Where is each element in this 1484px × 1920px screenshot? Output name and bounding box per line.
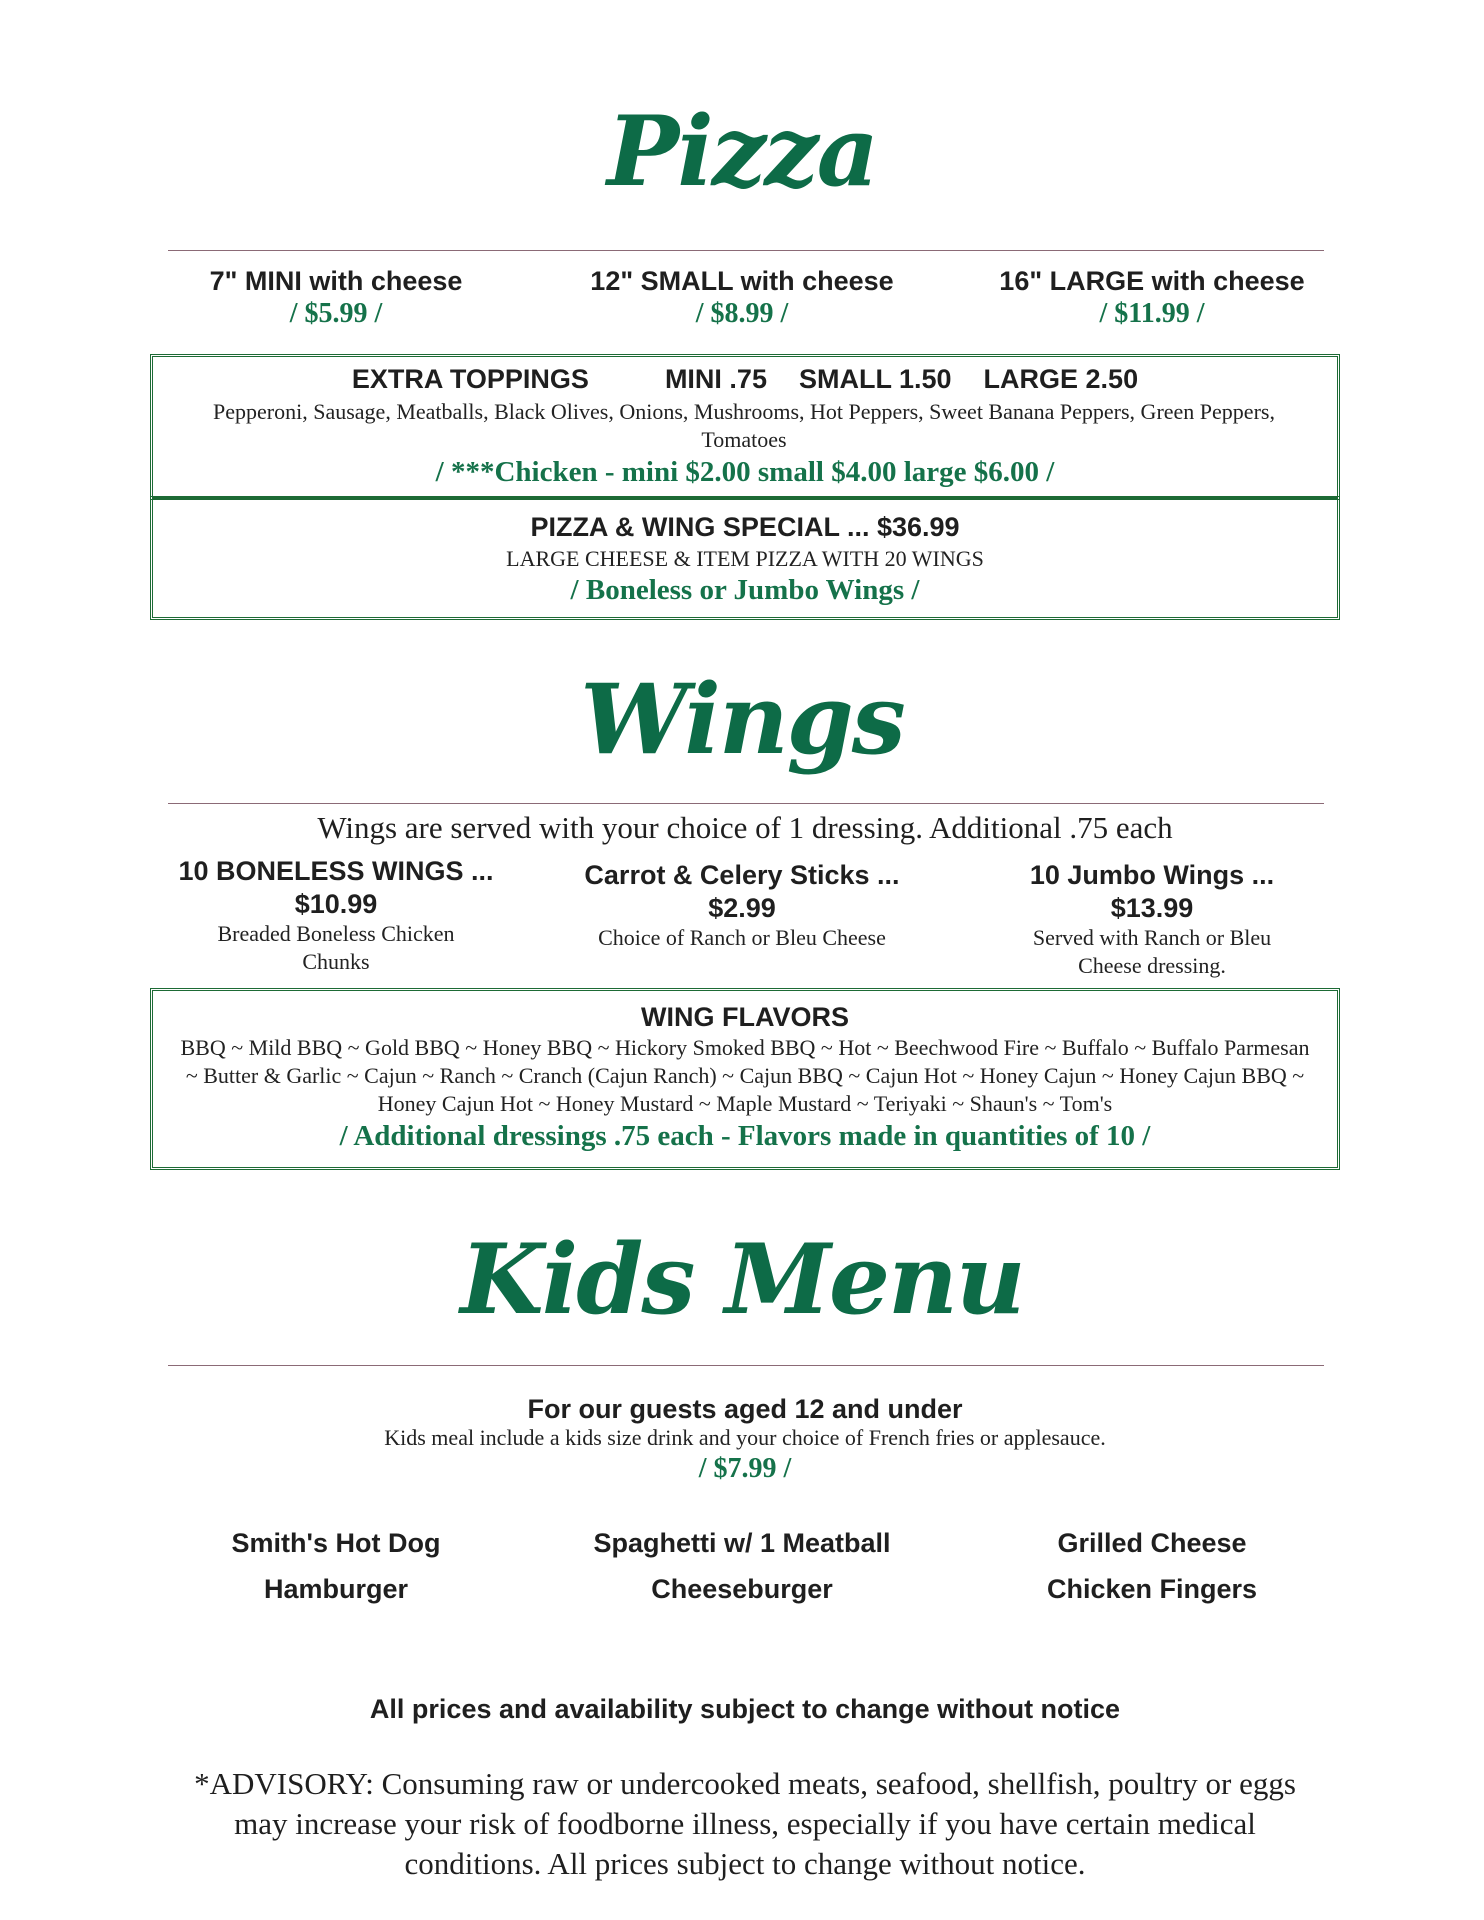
wing-item-desc: Choice of Ranch or Bleu Cheese [598,925,886,950]
special-desc: LARGE CHEESE & ITEM PIZZA WITH 20 WINGS [506,546,984,571]
extra-toppings-header [150,364,1340,395]
chicken-toppings: / ***Chicken - mini $2.00 small $4.00 large $6.00 / [435,456,1055,488]
wing-item-price: $10.99 [294,889,378,919]
wing-flavors-note: / Additional dressings .75 each - Flavors made in quantities of 10 / [339,1120,1151,1152]
pizza-size-name: 16" LARGE with cheese [999,266,1305,296]
wing-item-name: Carrot & Celery Sticks ... [584,860,900,890]
wing-item-name: 10 Jumbo Wings ... [1029,860,1275,890]
kids-item: Grilled Cheese [1057,1528,1247,1558]
pizza-size-large [984,264,1320,330]
wings-intro: Wings are served with your choice of 1 dressing. Additional .75 each [317,810,1173,845]
kids-item: Chicken Fingers [1046,1574,1258,1604]
pizza-divider [168,250,1324,251]
kids-item: Smith's Hot Dog [231,1528,441,1558]
special-heading: PIZZA & WING SPECIAL ... $36.99 [530,512,960,542]
wings-title: Wings [580,663,904,776]
wing-item-boneless [168,854,504,976]
pizza-size-small [574,264,910,330]
wing-flavors-heading: WING FLAVORS [641,1002,849,1032]
kids-item: Cheeseburger [651,1574,833,1604]
wing-item-desc: Breaded Boneless Chicken Chunks [217,921,455,974]
advisory-text: *ADVISORY: Consuming raw or undercooked meats, seafood, shellfish, poultry or eggs may increase your risk of foodborne illness, especially if you have certain medical conditions. All prices subject to change without notice. [194,1766,1296,1881]
kids-desc: Kids meal include a kids size drink and your choice of French fries or applesauce. [384,1425,1106,1450]
wings-divider [168,803,1324,804]
kids-item: Spaghetti w/ 1 Meatball [593,1528,891,1558]
kids-price: / $7.99 / [698,1453,792,1484]
kids-heading: For our guests aged 12 and under [527,1394,963,1424]
wing-flavors-list: BBQ ~ Mild BBQ ~ Gold BBQ ~ Honey BBQ ~ Hickory Smoked BBQ ~ Hot ~ Beechwood Fire ~ Buffalo ~ Buffalo Parmesan ~ Butter & Garlic ~ Cajun ~ Ranch ~ Cranch (Cajun Ranch) ~ Cajun BBQ ~ Cajun Hot ~ Honey Cajun ~ Honey Cajun BBQ ~ Honey Cajun Hot ~ Honey Mustard ~ Maple Mustard ~ Teriyaki ~ Shaun's ~ Tom's [180,1035,1310,1116]
wing-item-price: $13.99 [1110,893,1194,923]
wing-item-jumbo [984,858,1320,980]
kids-divider [168,1365,1324,1366]
special-note: / Boneless or Jumbo Wings / [570,574,920,606]
pizza-size-name: 7" MINI with cheese [209,266,463,296]
wing-item-desc: Served with Ranch or Bleu Cheese dressing. [1032,925,1272,978]
topping-price-small: SMALL 1.50 [798,364,952,394]
pizza-title: Pizza [607,95,877,208]
pizza-size-price: / $5.99 / [289,298,383,329]
extra-toppings-heading: EXTRA TOPPINGS [351,364,589,394]
topping-price-mini: MINI .75 [664,364,767,394]
wing-item-name: 10 BONELESS WINGS ... [178,856,494,886]
pizza-size-price: / $8.99 / [695,298,789,329]
toppings-list: Pepperoni, Sausage, Meatballs, Black Olives, Onions, Mushrooms, Hot Peppers, Sweet Banana Peppers, Green Peppers, Tomatoes [213,399,1275,452]
wing-item-price: $2.99 [708,893,776,923]
pizza-size-price: / $11.99 / [1099,298,1205,329]
price-notice: All prices and availability subject to change without notice [369,1694,1121,1724]
wing-item-carrot-celery [574,858,910,952]
pizza-size-name: 12" SMALL with cheese [590,266,894,296]
topping-price-large: LARGE 2.50 [983,364,1139,394]
pizza-size-mini [168,264,504,330]
kids-menu-title: Kids Menu [460,1223,1024,1336]
kids-item: Hamburger [263,1574,409,1604]
